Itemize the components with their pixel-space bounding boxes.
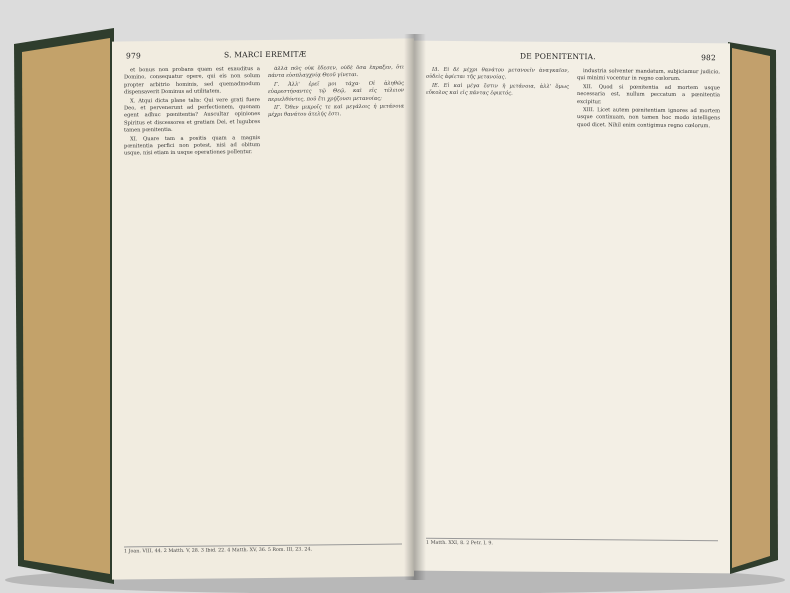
greek-paragraph: ΙΓ. Ὅθεν μικροῖς τε καὶ μεγάλοις ἡ μετάνοια μέχρι θανάτου ἀτελής ἐστι. (268, 103, 404, 119)
latin-paragraph: et bonus non probans quam est exauditus a Domino, consequatur opere, qui eis non solum propter arbitrio hominis, sed quemadmodum dispensaverit Dominus ad utilitatem. (124, 66, 260, 96)
right-page-block (732, 48, 770, 568)
greek-paragraph: ἀλλὰ πῶς οὐκ ἔδεσεν, οὐδὲ ὅσα ἔπραξεν, ὅτι πάντα εὐσπλαγχνίᾳ Θεοῦ γίνεται. (268, 64, 404, 80)
greek-paragraph: Γ. Ἀλλ' ἐρεῖ μοι τάχα· Οἱ ἀληθῶς εὐαρεστήσαντες τῷ Θεῷ, καὶ εἰς τέλειον περιελθόντες, ποῦ ἔτι χρῄζουσι μετανοίας; (268, 80, 404, 103)
left-page-block (22, 38, 110, 574)
right-page-number: 982 (701, 53, 716, 63)
latin-paragraph: XIII. Licet autem pœnitentiam ignores ad mortem usque continuam, non tamen hoc modo intelligens quod dicet. Nihil enim contigimus regno cœlorum. (577, 107, 720, 130)
right-footnotes: 1 Matth. XXI, 8. 2 Petr. I, 9. (426, 538, 718, 560)
latin-paragraph: industria solventer mandatum, subjiciamur judicio, qui minimi vocentur in regno cœlorum. (577, 68, 720, 83)
left-page-title: S. MARCI EREMITÆ (224, 49, 307, 60)
right-page-title: DE POENITENTIA. (520, 51, 596, 62)
right-greek-column (426, 67, 569, 538)
left-columns (124, 65, 404, 546)
latin-paragraph: XI. Quare tam a positis quam a magnis pœnitentia perfici non potest, nisi ad obitum usque, nisi etiam in usque operationes pollentur. (124, 134, 260, 157)
right-running-head (428, 51, 716, 66)
left-latin-column (124, 66, 260, 545)
left-greek-column (268, 65, 404, 544)
left-page (112, 38, 414, 579)
left-running-head (126, 49, 400, 64)
right-latin-column (577, 68, 720, 539)
right-page (414, 41, 730, 574)
greek-paragraph: ΙΕ. Εἰ καὶ μέγα ἔστιν ἡ μετάνοια, ἀλλ' ὅμως εὔκολος καὶ εἰς πάντας ἐφικτός. (426, 82, 569, 97)
right-columns (426, 67, 720, 540)
left-footnotes: 1 Joan. VIII, 44. 2 Matth. V, 28. 3 Ibid. 22. 4 Matth. XV, 36. 5 Rom. III, 23. 24. (124, 544, 402, 566)
greek-paragraph: ΙΔ. Εἰ δὲ μέχρι θανάτου μετανοεῖν ἀναγκαῖον, οὐδεὶς ἀφίεται τῆς μετανοίας. (426, 66, 569, 81)
latin-paragraph: X. Atqui dicta plane talis: Qui vere grati fuere Deo, et pervenerunt ad perfectionem, quonam egent adhuc pœnitentia? Auscultar opiniones Spiritus et discessores et gratiam Dei, et lugubres tamen pœnitentia. (124, 96, 260, 134)
left-page-number: 979 (126, 51, 141, 61)
latin-paragraph: XII. Quod si pœnitentia ad mortem usque necessaria est, nullum peccatum a pœnitentia excipitur. (577, 83, 720, 105)
